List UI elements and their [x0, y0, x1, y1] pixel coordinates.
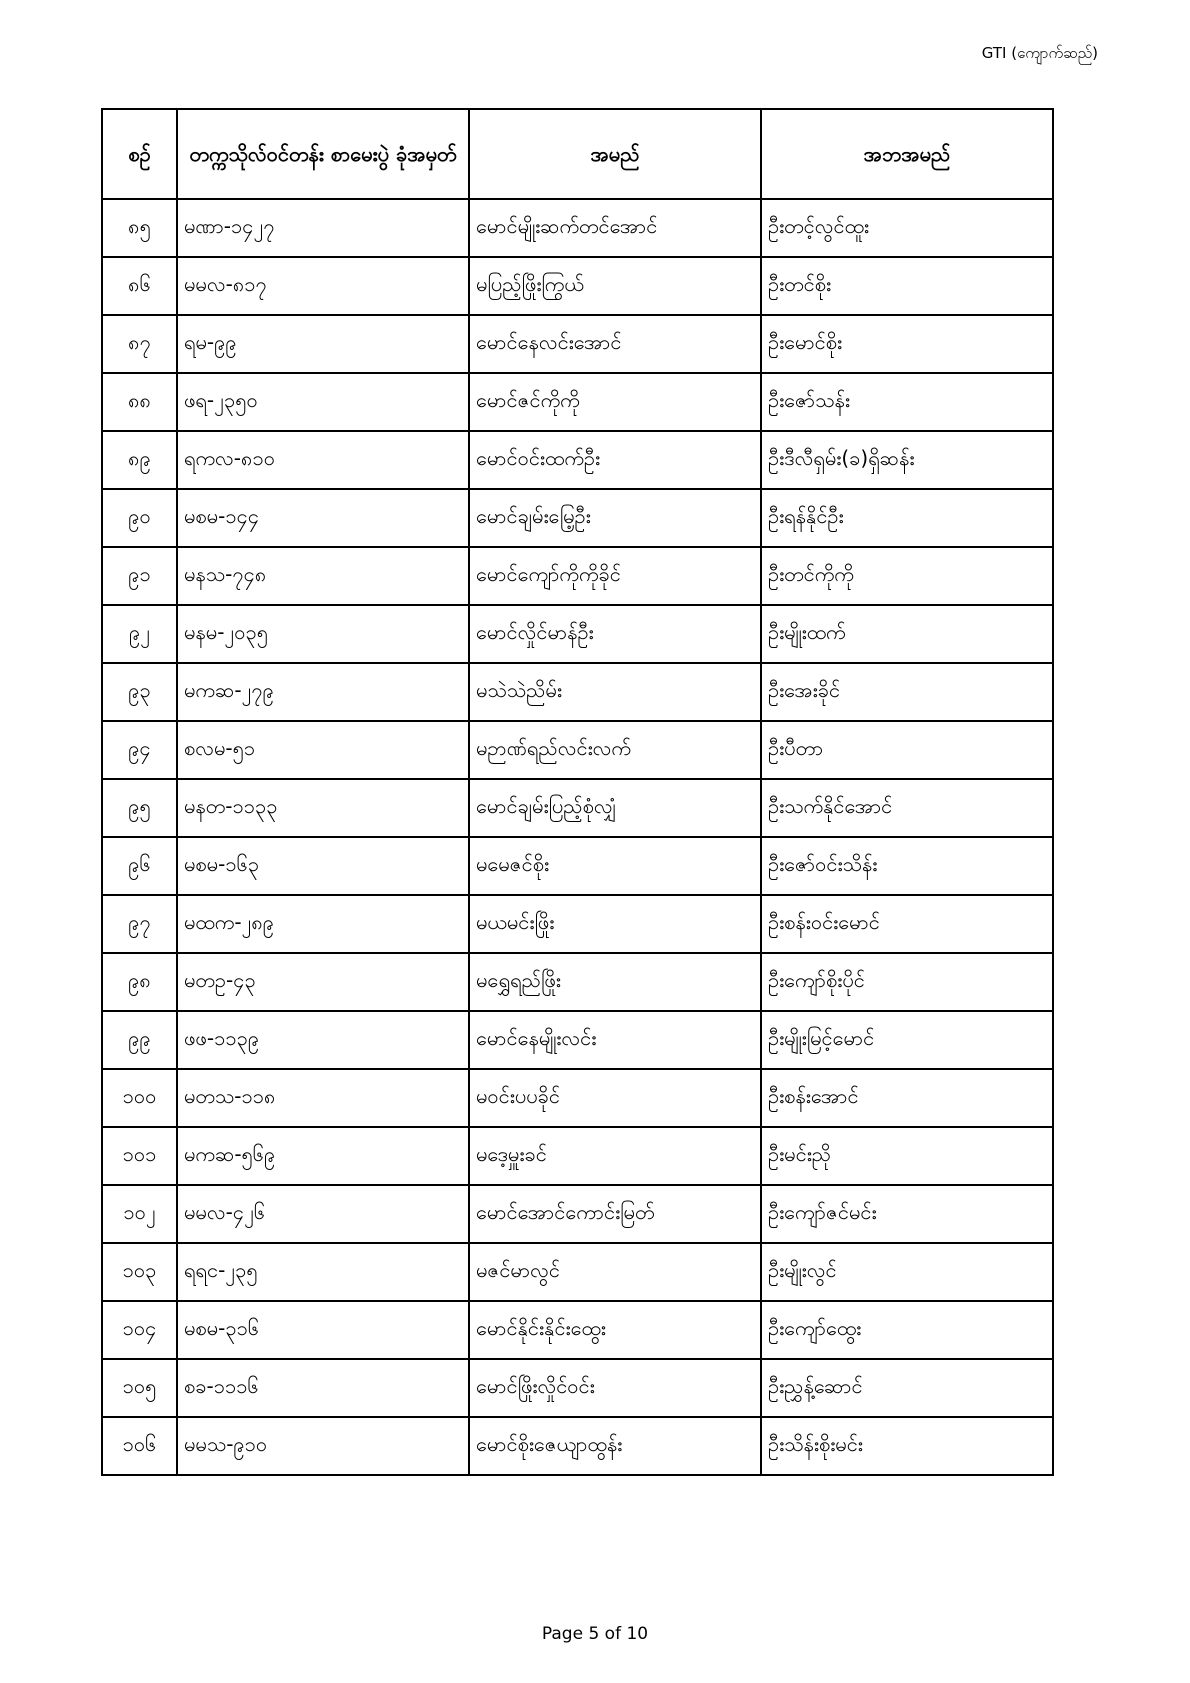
table-header-row — [102, 109, 1053, 199]
cell-roll-no: မစမ-၁၆၃ — [177, 837, 469, 895]
column-header-roll-no: တက္ကသိုလ်ဝင်တန်း စာမေးပွဲ ခုံအမှတ် — [177, 109, 469, 199]
table-row — [102, 1127, 1053, 1185]
cell-roll-no: မနသ-၇၄၈ — [177, 547, 469, 605]
cell-no: ၈၈ — [102, 373, 177, 431]
cell-father-name: ဦးတင့်လွင်ထူး — [761, 199, 1053, 257]
page-footer: Page 5 of 10 — [541, 1624, 649, 1644]
cell-roll-no: ဖရ-၂၃၅၀ — [177, 373, 469, 431]
cell-father-name: ဦးညွှန့်ဆောင် — [761, 1359, 1053, 1417]
results-table — [101, 108, 1054, 1476]
cell-father-name: ဦးဇော်သန်း — [761, 373, 1053, 431]
cell-father-name: ဦးပီတာ — [761, 721, 1053, 779]
cell-roll-no: မတဥ-၄၃ — [177, 953, 469, 1011]
cell-no: ၉၈ — [102, 953, 177, 1011]
document-header-note: GTI (ကျောက်ဆည်) — [981, 44, 1098, 62]
cell-roll-no: ရကလ-၈၁၀ — [177, 431, 469, 489]
table-row — [102, 1301, 1053, 1359]
cell-no: ၁၀၆ — [102, 1417, 177, 1475]
cell-father-name: ဦးကျော်ဇင်မင်း — [761, 1185, 1053, 1243]
cell-name: မောင်ဖြိုးလှိုင်ဝင်း — [469, 1359, 761, 1417]
cell-no: ၈၆ — [102, 257, 177, 315]
cell-name: မောင်အောင်ကောင်းမြတ် — [469, 1185, 761, 1243]
cell-no: ၉၉ — [102, 1011, 177, 1069]
cell-roll-no: မမသ-၉၁၀ — [177, 1417, 469, 1475]
cell-father-name: ဦးသိန်းစိုးမင်း — [761, 1417, 1053, 1475]
cell-name: မသဲသဲညိမ်း — [469, 663, 761, 721]
cell-father-name: ဦးရန်နိုင်ဦး — [761, 489, 1053, 547]
cell-name: မောင်ကျော်ကိုကိုခိုင် — [469, 547, 761, 605]
cell-no: ၁၀၅ — [102, 1359, 177, 1417]
cell-no: ၁၀၁ — [102, 1127, 177, 1185]
cell-name: မဝင်းပပခိုင် — [469, 1069, 761, 1127]
cell-father-name: ဦးအေးခိုင် — [761, 663, 1053, 721]
cell-father-name: ဦးမင်းညို — [761, 1127, 1053, 1185]
cell-father-name: ဦးတင်ကိုကို — [761, 547, 1053, 605]
cell-roll-no: ရရင-၂၃၅ — [177, 1243, 469, 1301]
table-row — [102, 257, 1053, 315]
cell-roll-no: မနမ-၂၀၃၅ — [177, 605, 469, 663]
cell-roll-no: မကဆ-၂၇၉ — [177, 663, 469, 721]
cell-roll-no: မစမ-၃၁၆ — [177, 1301, 469, 1359]
cell-name: မမေဇင်စိုး — [469, 837, 761, 895]
cell-father-name: ဦးမျိုးမြင့်မောင် — [761, 1011, 1053, 1069]
table-row — [102, 1243, 1053, 1301]
cell-name: မဉာဏ်ရည်လင်းလက် — [469, 721, 761, 779]
cell-roll-no: မထက-၂၈၉ — [177, 895, 469, 953]
cell-roll-no: မကဆ-၅၆၉ — [177, 1127, 469, 1185]
cell-name: မောင်နိုင်းနိုင်းထွေး — [469, 1301, 761, 1359]
cell-father-name: ဦးဇော်ဝင်းသိန်း — [761, 837, 1053, 895]
cell-name: မောင်နေမျိုးလင်း — [469, 1011, 761, 1069]
cell-no: ၁၀၂ — [102, 1185, 177, 1243]
cell-name: မောင်ချမ်းပြည့်စုံလျှံ — [469, 779, 761, 837]
cell-name: မယမင်းဖြိုး — [469, 895, 761, 953]
cell-name: မရွှေရည်ဖြိုး — [469, 953, 761, 1011]
cell-father-name: ဦးကျော်စိုးပိုင် — [761, 953, 1053, 1011]
table-row — [102, 489, 1053, 547]
table-row — [102, 895, 1053, 953]
table-row — [102, 315, 1053, 373]
cell-no: ၉၁ — [102, 547, 177, 605]
cell-no: ၉၂ — [102, 605, 177, 663]
cell-roll-no: စခ-၁၁၁၆ — [177, 1359, 469, 1417]
table-row — [102, 199, 1053, 257]
table-row — [102, 837, 1053, 895]
cell-father-name: ဦးမောင်စိုး — [761, 315, 1053, 373]
cell-name: မောင်နေလင်းအောင် — [469, 315, 761, 373]
cell-name: မောင်မျိုးဆက်တင်အောင် — [469, 199, 761, 257]
cell-roll-no: မဏာ-၁၄၂၇ — [177, 199, 469, 257]
cell-father-name: ဦးဒီလီရှမ်း(ခ)ရှိဆန်း — [761, 431, 1053, 489]
table-row — [102, 779, 1053, 837]
cell-father-name: ဦးမျိုးထက် — [761, 605, 1053, 663]
cell-name: မပြည့်ဖြိုးကြွယ် — [469, 257, 761, 315]
column-header-name: အမည် — [469, 109, 761, 199]
table-row — [102, 431, 1053, 489]
cell-no: ၉၆ — [102, 837, 177, 895]
table-row — [102, 1185, 1053, 1243]
cell-no: ၈၇ — [102, 315, 177, 373]
cell-no: ၈၅ — [102, 199, 177, 257]
column-header-father-name: အဘအမည် — [761, 109, 1053, 199]
cell-father-name: ဦးစန်းအောင် — [761, 1069, 1053, 1127]
cell-name: မောင်ဝင်းထက်ဦး — [469, 431, 761, 489]
table-row — [102, 547, 1053, 605]
cell-no: ၈၉ — [102, 431, 177, 489]
cell-father-name: ဦးစန်းဝင်းမောင် — [761, 895, 1053, 953]
column-header-no: စဉ် — [102, 109, 177, 199]
cell-no: ၉၃ — [102, 663, 177, 721]
cell-roll-no: စလမ-၅၁ — [177, 721, 469, 779]
table-row — [102, 663, 1053, 721]
cell-roll-no: မနတ-၁၁၃၃ — [177, 779, 469, 837]
cell-father-name: ဦးသက်နိုင်အောင် — [761, 779, 1053, 837]
table-row — [102, 953, 1053, 1011]
cell-no: ၉၇ — [102, 895, 177, 953]
cell-father-name: ဦးမျိုးလွင် — [761, 1243, 1053, 1301]
cell-no: ၉၀ — [102, 489, 177, 547]
table-row — [102, 1417, 1053, 1475]
cell-roll-no: ရမ-၉၉ — [177, 315, 469, 373]
cell-roll-no: မမလ-၄၂၆ — [177, 1185, 469, 1243]
cell-name: မောင်ဇင်ကိုကို — [469, 373, 761, 431]
table-body — [102, 199, 1053, 1475]
table-row — [102, 605, 1053, 663]
cell-no: ၁၀၄ — [102, 1301, 177, 1359]
cell-name: မောင်လှိုင်မာန်ဦး — [469, 605, 761, 663]
cell-roll-no: ဖဖ-၁၁၃၉ — [177, 1011, 469, 1069]
cell-name: မဇင်မာလွင် — [469, 1243, 761, 1301]
cell-name: မဒေ့မှူးခင် — [469, 1127, 761, 1185]
cell-father-name: ဦးတင်စိုး — [761, 257, 1053, 315]
cell-roll-no: မတသ-၁၁၈ — [177, 1069, 469, 1127]
cell-roll-no: မစမ-၁၄၄ — [177, 489, 469, 547]
cell-roll-no: မမလ-၈၁၇ — [177, 257, 469, 315]
table-row — [102, 721, 1053, 779]
cell-no: ၁၀၀ — [102, 1069, 177, 1127]
cell-name: မောင်စိုးဇေယျာထွန်း — [469, 1417, 761, 1475]
table-row — [102, 1011, 1053, 1069]
cell-no: ၉၅ — [102, 779, 177, 837]
cell-no: ၁၀၃ — [102, 1243, 177, 1301]
cell-name: မောင်ချမ်းမြေ့ဦး — [469, 489, 761, 547]
table-row — [102, 373, 1053, 431]
cell-father-name: ဦးကျော်ထွေး — [761, 1301, 1053, 1359]
cell-no: ၉၄ — [102, 721, 177, 779]
table-row — [102, 1069, 1053, 1127]
table-row — [102, 1359, 1053, 1417]
